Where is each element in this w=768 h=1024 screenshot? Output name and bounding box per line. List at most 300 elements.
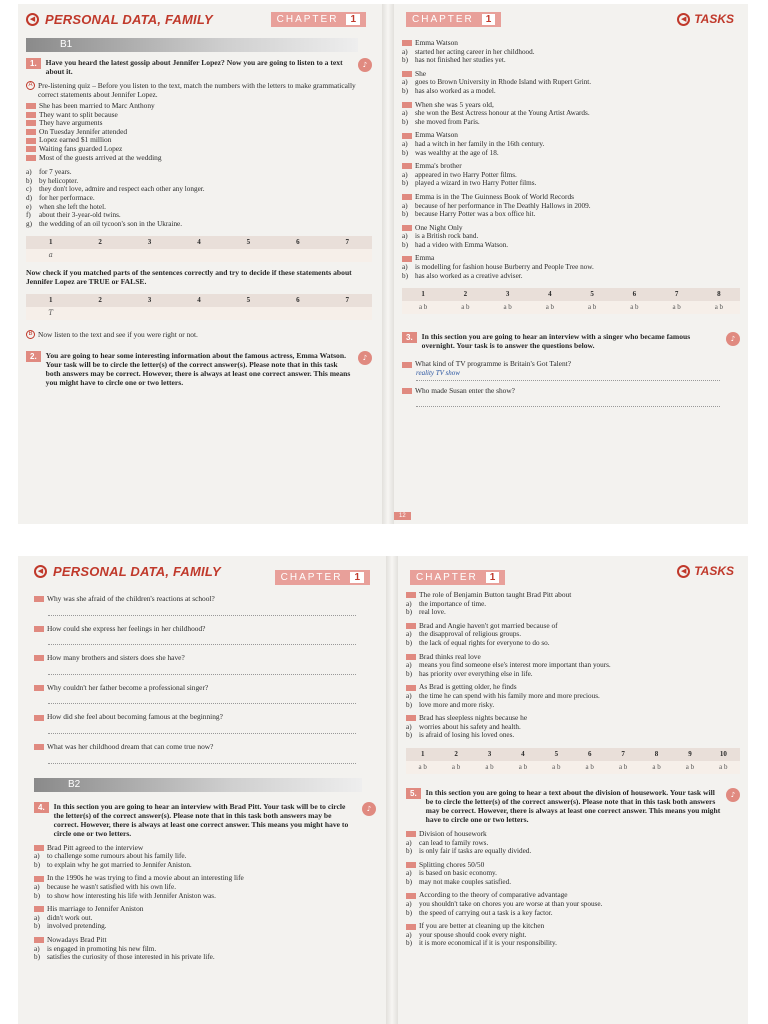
answer-cell[interactable]	[273, 249, 322, 262]
answer-cell[interactable]: a b	[630, 303, 639, 312]
number-tag	[406, 924, 416, 930]
grid-number: 1	[48, 296, 53, 305]
answer-cell[interactable]: a b	[672, 303, 681, 312]
question-list	[402, 39, 740, 280]
answer-cell[interactable]: a b	[485, 762, 494, 771]
option-text: because Harry Potter was a box office hit.	[415, 210, 536, 219]
answer-option[interactable]	[402, 171, 740, 180]
answer-option[interactable]	[34, 914, 376, 923]
answer-line[interactable]	[48, 633, 356, 645]
answer-cell[interactable]	[224, 307, 273, 320]
grid-number: 2	[98, 238, 102, 247]
answer-cell[interactable]: a b	[719, 762, 728, 771]
option-text: is modelling for fashion house Burberry and People Tree now.	[415, 263, 594, 272]
question-block	[406, 622, 740, 648]
answer-grid-task1a	[26, 236, 372, 262]
speaker-icon: ◀	[34, 565, 47, 578]
question-block	[406, 861, 740, 887]
number-tag	[402, 133, 412, 139]
option-letter: b)	[406, 877, 412, 886]
option-letter: a)	[34, 944, 40, 953]
question-block	[402, 193, 740, 219]
option-letter: a)	[406, 599, 412, 608]
option-letter: b)	[406, 731, 412, 740]
task-1a-instruction: A Pre-listening quiz – Before you listen to the text, match the numbers with the letters to make grammatically correct statements about Jennifer Lopez.	[26, 81, 372, 99]
option-text: it is more economical if it is your responsibility.	[419, 939, 557, 948]
answer-cell[interactable]: a b	[451, 762, 461, 771]
question-list	[406, 591, 740, 740]
speaker-icon: ◀	[26, 13, 39, 26]
option-text: has also worked as a creative adviser.	[415, 271, 523, 280]
answer-option[interactable]	[406, 869, 740, 878]
answer-option[interactable]	[402, 78, 740, 87]
option-letter: b)	[402, 240, 408, 249]
number-tag	[402, 362, 412, 368]
question-stem	[402, 101, 740, 110]
option-text: is a British rock band.	[415, 232, 479, 241]
answer-cell[interactable]: a b	[418, 762, 427, 771]
answer-option[interactable]	[406, 630, 740, 639]
answer-option[interactable]	[406, 661, 740, 670]
statement-text: On Tuesday Jennifer attended	[39, 126, 128, 136]
option-text: to explain why he got married to Jennifer Aniston.	[47, 860, 192, 869]
question-list	[406, 830, 740, 948]
grid-number: 6	[587, 749, 592, 758]
option-text: didn't work out.	[47, 913, 93, 922]
question-stem	[406, 714, 740, 723]
option-letter: a)	[402, 201, 408, 210]
grid-number: 7	[345, 296, 349, 305]
answer-option[interactable]	[34, 852, 376, 861]
option-text: has priority over everything else in life.	[419, 669, 533, 678]
option-item	[26, 220, 372, 229]
answer-option[interactable]	[402, 232, 740, 241]
speaker-icon: ◀	[677, 565, 690, 578]
option-text: played a wizard in two Harry Potter films.	[415, 179, 537, 188]
page-header	[402, 4, 740, 34]
question-block	[406, 922, 740, 948]
answer-line[interactable]	[416, 395, 720, 407]
answer-option[interactable]	[402, 87, 740, 96]
answer-option[interactable]	[402, 48, 740, 57]
option-letter: d)	[26, 193, 32, 202]
write-question	[34, 684, 376, 705]
grid-number: 7	[621, 749, 625, 758]
option-text: may not make couples satisfied.	[419, 877, 512, 886]
option-text: the disapproval of religious groups.	[419, 630, 522, 639]
option-letter: b)	[34, 860, 40, 869]
question-stem	[406, 861, 740, 870]
answer-cell[interactable]	[273, 307, 322, 320]
answer-cell[interactable]: a b	[552, 762, 561, 771]
number-tag	[34, 876, 44, 882]
question-stem	[406, 591, 740, 600]
answer-cell[interactable]: a	[48, 251, 53, 260]
number-tag	[402, 256, 412, 262]
question-block	[406, 683, 740, 709]
option-text: is engaged in promoting his new film.	[47, 944, 157, 953]
write-question	[34, 654, 376, 675]
option-item	[26, 203, 372, 212]
answer-cell[interactable]: a b	[652, 762, 661, 771]
option-text: the time he can spend with his family more and more precious.	[419, 691, 600, 700]
answer-cell[interactable]	[125, 307, 174, 320]
audio-track-icon: ♪	[726, 332, 740, 346]
option-letter: f)	[26, 211, 31, 220]
question-text: In the 1990s he was trying to find a movie about an interesting life	[47, 873, 244, 883]
answer-option[interactable]	[34, 953, 376, 962]
answer-cell[interactable]: a b	[545, 303, 555, 312]
grid-number: 10	[719, 749, 727, 758]
page-right-top	[394, 4, 748, 524]
answer-line[interactable]	[48, 604, 356, 616]
grid-number: 7	[345, 238, 349, 247]
option-text: had a witch in her family in the 16th century.	[415, 139, 545, 148]
option-text: for her performace.	[39, 193, 95, 202]
answer-option[interactable]	[34, 922, 376, 931]
section-bar-b1: B1	[26, 38, 358, 52]
option-text: appeared in two Harry Potter films.	[415, 170, 517, 179]
answer-option[interactable]	[402, 241, 740, 250]
option-text: she won the Best Actress honour at the Young Artist Awards.	[415, 109, 590, 118]
question-block	[34, 874, 376, 900]
answer-option[interactable]	[402, 118, 740, 127]
answer-option[interactable]	[406, 847, 740, 856]
option-text: started her acting career in her childhood.	[415, 47, 535, 56]
audio-track-icon: ♪	[358, 58, 372, 72]
write-question-list	[34, 595, 376, 764]
answer-cell[interactable]: a b	[714, 303, 724, 312]
option-letter: a)	[406, 691, 412, 700]
question-block	[402, 162, 740, 188]
option-text: has not finished her studies yet.	[415, 56, 506, 65]
grid-number: 3	[505, 290, 510, 299]
option-item	[26, 185, 372, 194]
option-letter: b)	[406, 847, 412, 856]
answer-line[interactable]: reality TV show	[416, 369, 720, 381]
answer-option[interactable]	[402, 210, 740, 219]
answer-option[interactable]	[406, 839, 740, 848]
question-block	[34, 936, 376, 962]
question-text: Brad Pitt agreed to the interview	[47, 842, 144, 852]
question-text: Emma's brother	[415, 161, 462, 171]
option-letter: b)	[34, 891, 40, 900]
option-item	[26, 177, 372, 186]
question-text: How many brothers and sisters does she have?	[47, 653, 185, 663]
question-stem	[402, 387, 740, 396]
answer-line[interactable]	[48, 752, 356, 764]
answer-option[interactable]	[406, 731, 740, 740]
answer-option[interactable]	[402, 56, 740, 65]
number-tag	[406, 862, 416, 868]
number-tag	[406, 715, 416, 721]
answer-option[interactable]	[34, 861, 376, 870]
option-text: your spouse should cook every night.	[419, 930, 527, 939]
question-text: Why was she afraid of the children's reactions at school?	[47, 594, 215, 603]
task-3-heading: 3. In this section you are going to hear an interview with a singer who became famous overnight. Your task is to answer the questions below. ♪	[402, 332, 740, 350]
answer-cell[interactable]: a b	[585, 762, 594, 771]
answer-line[interactable]	[48, 663, 356, 675]
option-text: the speed of carrying out a task is a key factor.	[419, 908, 553, 917]
answer-cell[interactable]	[323, 307, 372, 320]
book-gutter	[382, 4, 394, 524]
answer-cell[interactable]	[125, 249, 174, 262]
option-letter: b)	[26, 176, 32, 185]
option-text: was wealthy at the age of 18.	[415, 148, 499, 157]
statement-text: Lopez earned $1 million	[39, 135, 112, 145]
answer-option[interactable]	[406, 701, 740, 710]
question-stem	[34, 936, 376, 945]
answer-cell[interactable]	[75, 307, 124, 320]
answer-option[interactable]	[402, 109, 740, 118]
task-1-heading: 1. Have you heard the latest gossip about Jennifer Lopez? Now you are going to listen to a text about it. ♪	[26, 58, 372, 76]
answer-option[interactable]	[402, 149, 740, 158]
number-tag	[26, 155, 36, 161]
answer-cell[interactable]: a b	[587, 303, 597, 312]
number-tag	[406, 592, 416, 598]
option-letter: a)	[402, 109, 408, 118]
number-tag	[406, 831, 416, 837]
answer-cell[interactable]	[174, 249, 223, 262]
write-question	[34, 713, 376, 734]
write-question	[34, 743, 376, 764]
option-text: to show how interesting his life with Jennifer Aniston was.	[47, 891, 216, 900]
question-stem	[34, 595, 376, 604]
question-stem	[34, 713, 376, 722]
grid-number: 6	[632, 290, 637, 299]
option-list	[26, 168, 372, 228]
answer-option[interactable]	[406, 670, 740, 679]
answer-option[interactable]	[402, 202, 740, 211]
option-letter: a)	[406, 869, 412, 878]
answer-option[interactable]	[406, 639, 740, 648]
chapter-tab: CHAPTER 1	[271, 12, 366, 27]
question-text: Splitting chores 50/50	[419, 859, 485, 869]
question-text: How did she feel about becoming famous at the beginning?	[47, 712, 223, 722]
question-text: The role of Benjamin Button taught Brad Pitt about	[419, 590, 572, 599]
answer-cell[interactable]	[224, 249, 273, 262]
task-5-heading: 5. In this section you are going to hear a text about the division of housework. Your task will be to circle the letter(s) of the correct answer(s). Please note that in this task both answers may be correct. However, there is always at least one correct answer. This means you might have to circle one or two letters. ♪	[406, 788, 740, 824]
number-tag	[34, 906, 44, 912]
number-tag	[402, 194, 412, 200]
answer-option[interactable]	[406, 723, 740, 732]
grid-number: 4	[197, 238, 201, 247]
audio-track-icon: ♪	[362, 802, 376, 816]
number-tag	[406, 654, 416, 660]
write-question	[34, 595, 376, 616]
question-stem	[34, 625, 376, 634]
grid-number: 2	[454, 749, 458, 758]
option-text: the lack of equal rights for everyone to do so.	[419, 638, 550, 647]
question-stem	[34, 905, 376, 914]
option-text: has also worked as a model.	[415, 86, 496, 95]
number-tag	[406, 893, 416, 899]
answer-option[interactable]	[406, 900, 740, 909]
option-text: to challenge some rumours about his family life.	[47, 852, 187, 861]
question-text: She	[415, 68, 427, 78]
answer-cell[interactable]: a b	[461, 303, 470, 312]
grid-number: 3	[147, 296, 152, 305]
answer-cell[interactable]: a b	[685, 762, 695, 771]
option-text: the importance of time.	[419, 599, 487, 608]
option-letter: b)	[402, 56, 408, 65]
grid-number: 3	[147, 238, 152, 247]
answer-option[interactable]	[402, 263, 740, 272]
number-tag	[26, 129, 36, 135]
page-left-top	[18, 4, 380, 524]
question-block	[402, 101, 740, 127]
option-letter: b)	[402, 117, 408, 126]
number-tag	[402, 40, 412, 46]
answer-option[interactable]	[406, 878, 740, 887]
option-letter: a)	[406, 630, 412, 639]
question-stem	[406, 653, 740, 662]
true-false-grid	[26, 294, 372, 320]
question-text: Emma Watson	[415, 38, 458, 47]
option-text: she moved from Paris.	[415, 117, 480, 126]
audio-track-icon: ♪	[358, 351, 372, 365]
option-text: for 7 years.	[39, 168, 72, 177]
option-letter: a)	[402, 78, 408, 87]
option-letter: a)	[406, 838, 412, 847]
question-text: What was her childhood dream that can come true now?	[47, 741, 214, 751]
task-2-heading: 2. You are going to hear some interesting information about the famous actress, Emma Watson. Your task will be to circle the letter(s) of the correct answer(s). Please note that in this task both answers may be correct. However, there is always at least one correct answer. This means you might have to circle one or two letters. ♪	[26, 351, 372, 387]
option-letter: a)	[402, 170, 408, 179]
question-block	[402, 224, 740, 250]
number-tag	[34, 744, 44, 750]
answer-cell[interactable]: a b	[418, 303, 428, 312]
question-text: Emma Watson	[415, 130, 458, 140]
question-text: Emma	[415, 253, 435, 263]
number-tag	[26, 103, 36, 109]
option-letter: g)	[26, 219, 32, 228]
question-text: When she was 5 years old,	[415, 99, 494, 109]
option-letter: b)	[406, 939, 412, 948]
answer-grid-task4	[406, 748, 740, 774]
option-text: involved pretending.	[47, 922, 107, 931]
question-list	[34, 844, 376, 962]
answer-cell[interactable]: T	[48, 309, 54, 318]
option-text: is afraid of losing his loved ones.	[419, 731, 515, 740]
grid-number: 5	[246, 238, 251, 247]
answer-cell[interactable]: a b	[618, 762, 628, 771]
section-bar-b2: B2	[34, 778, 362, 792]
question-stem	[402, 360, 740, 369]
number-tag	[34, 626, 44, 632]
page-number: 12	[394, 512, 411, 520]
option-letter: a)	[406, 930, 412, 939]
answer-cell[interactable]: a b	[503, 303, 512, 312]
question-stem	[34, 874, 376, 883]
tasks-label: ◀ TASKS	[677, 564, 734, 578]
answer-line[interactable]	[48, 692, 356, 704]
answer-option[interactable]	[34, 883, 376, 892]
answer-cell[interactable]	[75, 249, 124, 262]
page-left-bottom	[26, 556, 384, 1024]
write-question	[402, 387, 740, 408]
question-text: Brad and Angie haven't got married because of	[419, 620, 558, 630]
question-stem	[406, 622, 740, 631]
grid-number: 1	[420, 749, 425, 758]
option-text: is only fair if tasks are equally divided.	[419, 847, 532, 856]
statement-text: Waiting fans guarded Lopez	[39, 143, 123, 153]
answer-option[interactable]	[406, 600, 740, 609]
question-block	[406, 891, 740, 917]
number-tag	[406, 623, 416, 629]
option-letter: a)	[406, 722, 412, 731]
question-stem	[406, 830, 740, 839]
number-tag	[402, 225, 412, 231]
question-stem	[34, 654, 376, 663]
grid-number: 4	[197, 296, 201, 305]
answer-cell[interactable]	[174, 307, 223, 320]
answer-option[interactable]	[402, 179, 740, 188]
question-stem	[34, 743, 376, 752]
option-letter: b)	[402, 179, 408, 188]
question-block	[34, 905, 376, 931]
option-letter: b)	[406, 669, 412, 678]
question-stem	[402, 162, 740, 171]
option-letter: e)	[26, 202, 32, 211]
question-stem	[402, 224, 740, 233]
grid-number: 2	[98, 296, 102, 305]
option-text: love more and more risky.	[419, 700, 495, 709]
answer-option[interactable]	[34, 945, 376, 954]
option-letter: b)	[402, 148, 408, 157]
answer-option[interactable]	[406, 608, 740, 617]
number-tag	[402, 388, 412, 394]
option-text: is based on basic economy.	[419, 869, 497, 878]
answer-option[interactable]	[402, 272, 740, 281]
question-block	[402, 254, 740, 280]
option-letter: a)	[402, 232, 408, 241]
option-text: because of her performance in The Deathly Hallows in 2009.	[415, 201, 591, 210]
question-block	[34, 844, 376, 870]
speaker-icon: ◀	[677, 13, 690, 26]
header-title: PERSONAL DATA, FAMILY	[53, 563, 221, 579]
option-text: you shouldn't take on chores you are worse at than your spouse.	[419, 900, 603, 909]
chapter-tab: CHAPTER 1	[410, 570, 505, 585]
answer-option[interactable]	[34, 892, 376, 901]
audio-track-icon: ♪	[726, 788, 740, 802]
number-tag	[34, 937, 44, 943]
question-text: As Brad is getting older, he finds	[419, 682, 517, 692]
number-tag	[402, 102, 412, 108]
question-stem	[406, 891, 740, 900]
page-header	[406, 556, 740, 586]
question-text: Division of housework	[419, 828, 487, 838]
question-stem	[402, 131, 740, 140]
answer-option[interactable]	[406, 692, 740, 701]
tasks-label: ◀ TASKS	[677, 12, 734, 26]
answer-cell[interactable]: a b	[518, 762, 528, 771]
grid-number: 1	[48, 238, 53, 247]
option-text: real love.	[419, 608, 446, 617]
answer-option[interactable]	[406, 939, 740, 948]
question-block	[406, 653, 740, 679]
answer-option[interactable]	[406, 931, 740, 940]
option-letter: b)	[406, 638, 412, 647]
number-tag	[26, 112, 36, 118]
answer-line[interactable]	[48, 722, 356, 734]
option-text: can lead to family rows.	[419, 838, 489, 847]
answer-option[interactable]	[402, 140, 740, 149]
answer-option[interactable]	[406, 909, 740, 918]
option-letter: b)	[402, 271, 408, 280]
answer-cell[interactable]	[323, 249, 372, 262]
option-letter: a)	[402, 139, 408, 148]
option-text: when she left the hotel.	[39, 202, 106, 211]
